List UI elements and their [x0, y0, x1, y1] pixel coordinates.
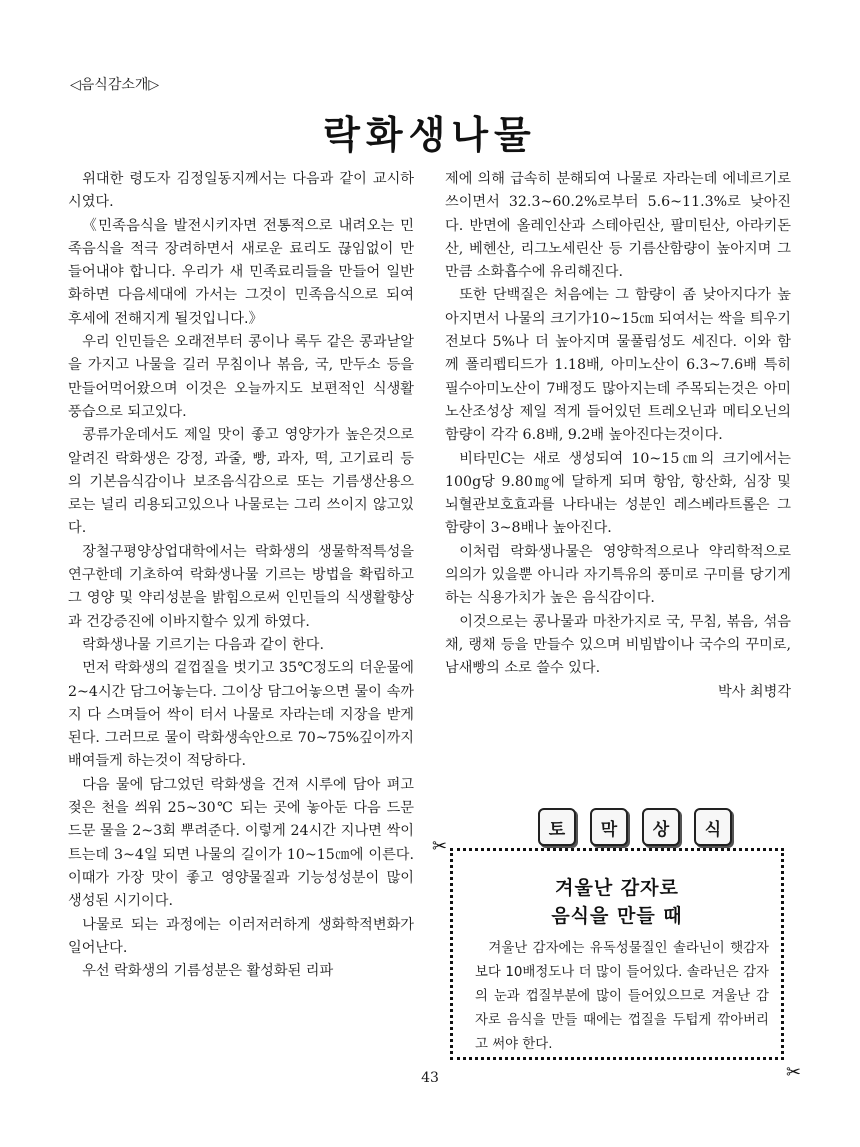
page-title: 락화생나물 — [323, 113, 537, 157]
heading-key: 토 — [538, 808, 576, 846]
paragraph: 위대한 령도자 김정일동지께서는 다음과 같이 교시하시였다. — [68, 171, 414, 211]
page-number: 43 — [421, 1070, 439, 1086]
tip-box-title: 음식을 만들 때 — [551, 905, 683, 927]
paragraph: 먼저 락화생의 겉껍질을 벗기고 35℃정도의 더운물에 2~4시간 담그어놓는다. 그이상 담그어놓으면 물이 속까지 다 스며들어 싹이 터서 나물로 자라는데 지장을 받게 된다. 그러므로 물이 락화생속안으로 70~75%깊이까지 배여들게 하는것이 적당하다. — [68, 660, 414, 770]
paragraph: 비타민C는 새로 생성되여 10~15㎝의 크기에서는 100g당 9.80㎎에 달하게 되며 항암, 항산화, 심장 및 뇌혈관보호효과를 나타내는 성분인 레스베라트롤은 그 함량이 3~8배나 높아진다. — [445, 450, 791, 537]
paragraph: 우리 인민들은 오래전부터 콩이나 록두 같은 콩과낟알을 가지고 나물을 길러 무침이나 볶음, 국, 만두소 등을 만들어먹어왔으며 이것은 오늘까지도 보편적인 식생활풍습으로 되고있다. — [68, 334, 414, 420]
scissors-icon: ✂ — [432, 836, 448, 857]
paragraph: 이것으로는 콩나물과 마찬가지로 국, 무침, 볶음, 섞음채, 랭채 등을 만들수 있으며 비빔밥이나 국수의 꾸미로, 남새빵의 소로 쓸수 있다. — [445, 613, 791, 677]
paragraph: 다음 물에 담그었던 락화생을 건져 시루에 담아 펴고 젖은 천을 씌워 25~30℃ 되는 곳에 놓아둔 다음 드문드문 물을 2~3회 뿌려준다. 이렇게 24시간 지나면 싹이 트는데 3~4일 되면 나물의 길이가 10~15㎝에 이른다. 이때가 가장 맛이 좋고 영양물질과 기능성성분이 많이 생성된 시기이다. — [68, 776, 414, 910]
tip-box — [450, 848, 784, 1060]
section-tag: ◁음식감소개▷ — [70, 77, 160, 93]
scissors-icon: ✂ — [786, 1062, 802, 1083]
paragraph: 장철구평양상업대학에서는 락화생의 생물학적특성을 연구한데 기초하여 락화생나물 기르는 방법을 확립하고 그 영양 및 약리성분을 밝힘으로써 인민들의 식생활향상과 건강증진에 이바지할수 있게 하였다. — [68, 543, 414, 630]
tomak-sangsik-heading — [538, 808, 732, 846]
tip-box-title: 겨울난 감자로 — [555, 877, 679, 899]
paragraph: 우선 락화생의 기름성분은 활성화된 리파 — [82, 963, 334, 980]
paragraph: 이처럼 락화생나물은 영양학적으로나 약리학적으로 의의가 있을뿐 아니라 자기특유의 풍미로 구미를 당기게 하는 식용가치가 높은 음식감이다. — [445, 543, 791, 607]
quote-paragraph: 《민족음식을 발전시키자면 전통적으로 내려오는 민족음식을 적극 장려하면서 새로운 료리도 끊임없이 만들어내야 합니다. 우리가 새 민족료리들을 만들어 일반화하면 다음세대에 가서는 그것이 민족음식으로 되여 후세에 전해지게 될것입니다.》 — [68, 217, 414, 327]
heading-key: 상 — [642, 808, 680, 846]
tip-box-body: 겨울난 감자에는 유독성물질인 솔라닌이 햇감자보다 10배정도나 더 많이 들어있다. 솔라닌은 감자의 눈과 껍질부분에 많이 들어있으므로 겨울난 감자로 음식을 만들 때에는 껍질을 두텁게 깎아버리고 써야 한다. — [475, 941, 769, 1052]
paragraph: 락화생나물 기르기는 다음과 같이 한다. — [82, 636, 325, 653]
paragraph: 콩류가운데서도 제일 맛이 좋고 영양가가 높은것으로 알려진 락화생은 강정, 과줄, 빵, 과자, 떡, 고기료리 등의 기본음식감이나 보조음식감으로 또는 기름생산용으로는 널리 리용되고있으나 나물로는 그리 쓰이지 않고있다. — [68, 427, 414, 537]
paragraph: 또한 단백질은 처음에는 그 함량이 좀 낮아지다가 높아지면서 나물의 크기가10~15㎝ 되여서는 싹을 틔우기 전보다 5%나 더 높아지며 물풀림성도 세진다. 이와 함께 폴리펩티드가 1.18배, 아미노산이 6.3~7.6배 특히 필수아미노산이 7배정도 많아지는데 주목되는것은 아미노산조성상 제일 적게 들어있던 트레오닌과 메티오닌의 함량이 각각 6.8배, 9.2배 높아진다는것이다. — [445, 287, 791, 444]
right-column — [445, 168, 791, 704]
heading-key: 식 — [694, 808, 732, 846]
heading-key: 막 — [590, 808, 628, 846]
paragraph: 나물로 되는 과정에는 이러저러하게 생화학적변화가 일어난다. — [68, 916, 414, 956]
left-column — [68, 168, 414, 983]
author-signature: 박사 최병각 — [717, 683, 791, 700]
paragraph: 제에 의해 급속히 분해되여 나물로 자라는데 에네르기로 쓰이면서 32.3~60.2%로부터 5.6~11.3%로 낮아진다. 반면에 올레인산과 스테아린산, 팔미틴산, 아라키돈산, 베헨산, 리그노세린산 등 기름산함량이 높아지며 그만큼 소화흡수에 유리해진다. — [445, 171, 791, 281]
